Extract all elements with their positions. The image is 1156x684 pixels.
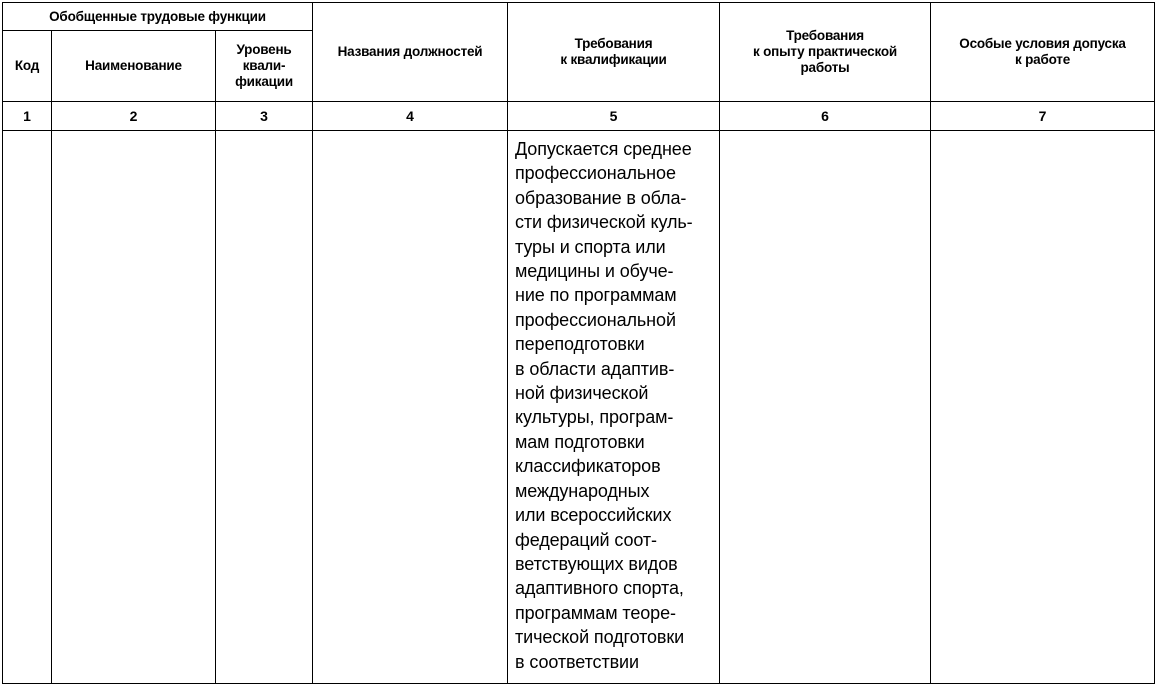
cell-qualification-requirements: Допускается среднее профессиональное образование в обла- сти физической куль- туры и спорта или медицины и обуче- ние по программам профессиональной переподготовки в области адаптив- ной физической культуры, програм- мам подготовки классификаторов международных или всероссийских федераций соот- ветствующих видов адаптивного спорта, программам теоре- тической подготовки в соответствии bbox=[508, 131, 720, 684]
header-code: Код bbox=[3, 31, 52, 102]
column-number-3: 3 bbox=[216, 102, 313, 131]
cell-name bbox=[52, 131, 216, 684]
professional-standard-table bbox=[2, 2, 1155, 684]
header-qualification: Требования к квалификации bbox=[508, 3, 720, 102]
header-positions: Названия должностей bbox=[313, 3, 508, 102]
column-number-5: 5 bbox=[508, 102, 720, 131]
cell-level bbox=[216, 131, 313, 684]
cell-special-conditions bbox=[931, 131, 1155, 684]
group-header-labor-functions: Обобщенные трудовые функции bbox=[3, 3, 313, 31]
header-name: Наименование bbox=[52, 31, 216, 102]
cell-experience bbox=[720, 131, 931, 684]
header-special-conditions: Особые условия допуска к работе bbox=[931, 3, 1155, 102]
cell-code bbox=[3, 131, 52, 684]
column-number-2: 2 bbox=[52, 102, 216, 131]
cell-positions bbox=[313, 131, 508, 684]
column-number-7: 7 bbox=[931, 102, 1155, 131]
column-number-1: 1 bbox=[3, 102, 52, 131]
header-experience: Требования к опыту практической работы bbox=[720, 3, 931, 102]
column-number-6: 6 bbox=[720, 102, 931, 131]
header-level: Уровень квали- фикации bbox=[216, 31, 313, 102]
column-number-4: 4 bbox=[313, 102, 508, 131]
